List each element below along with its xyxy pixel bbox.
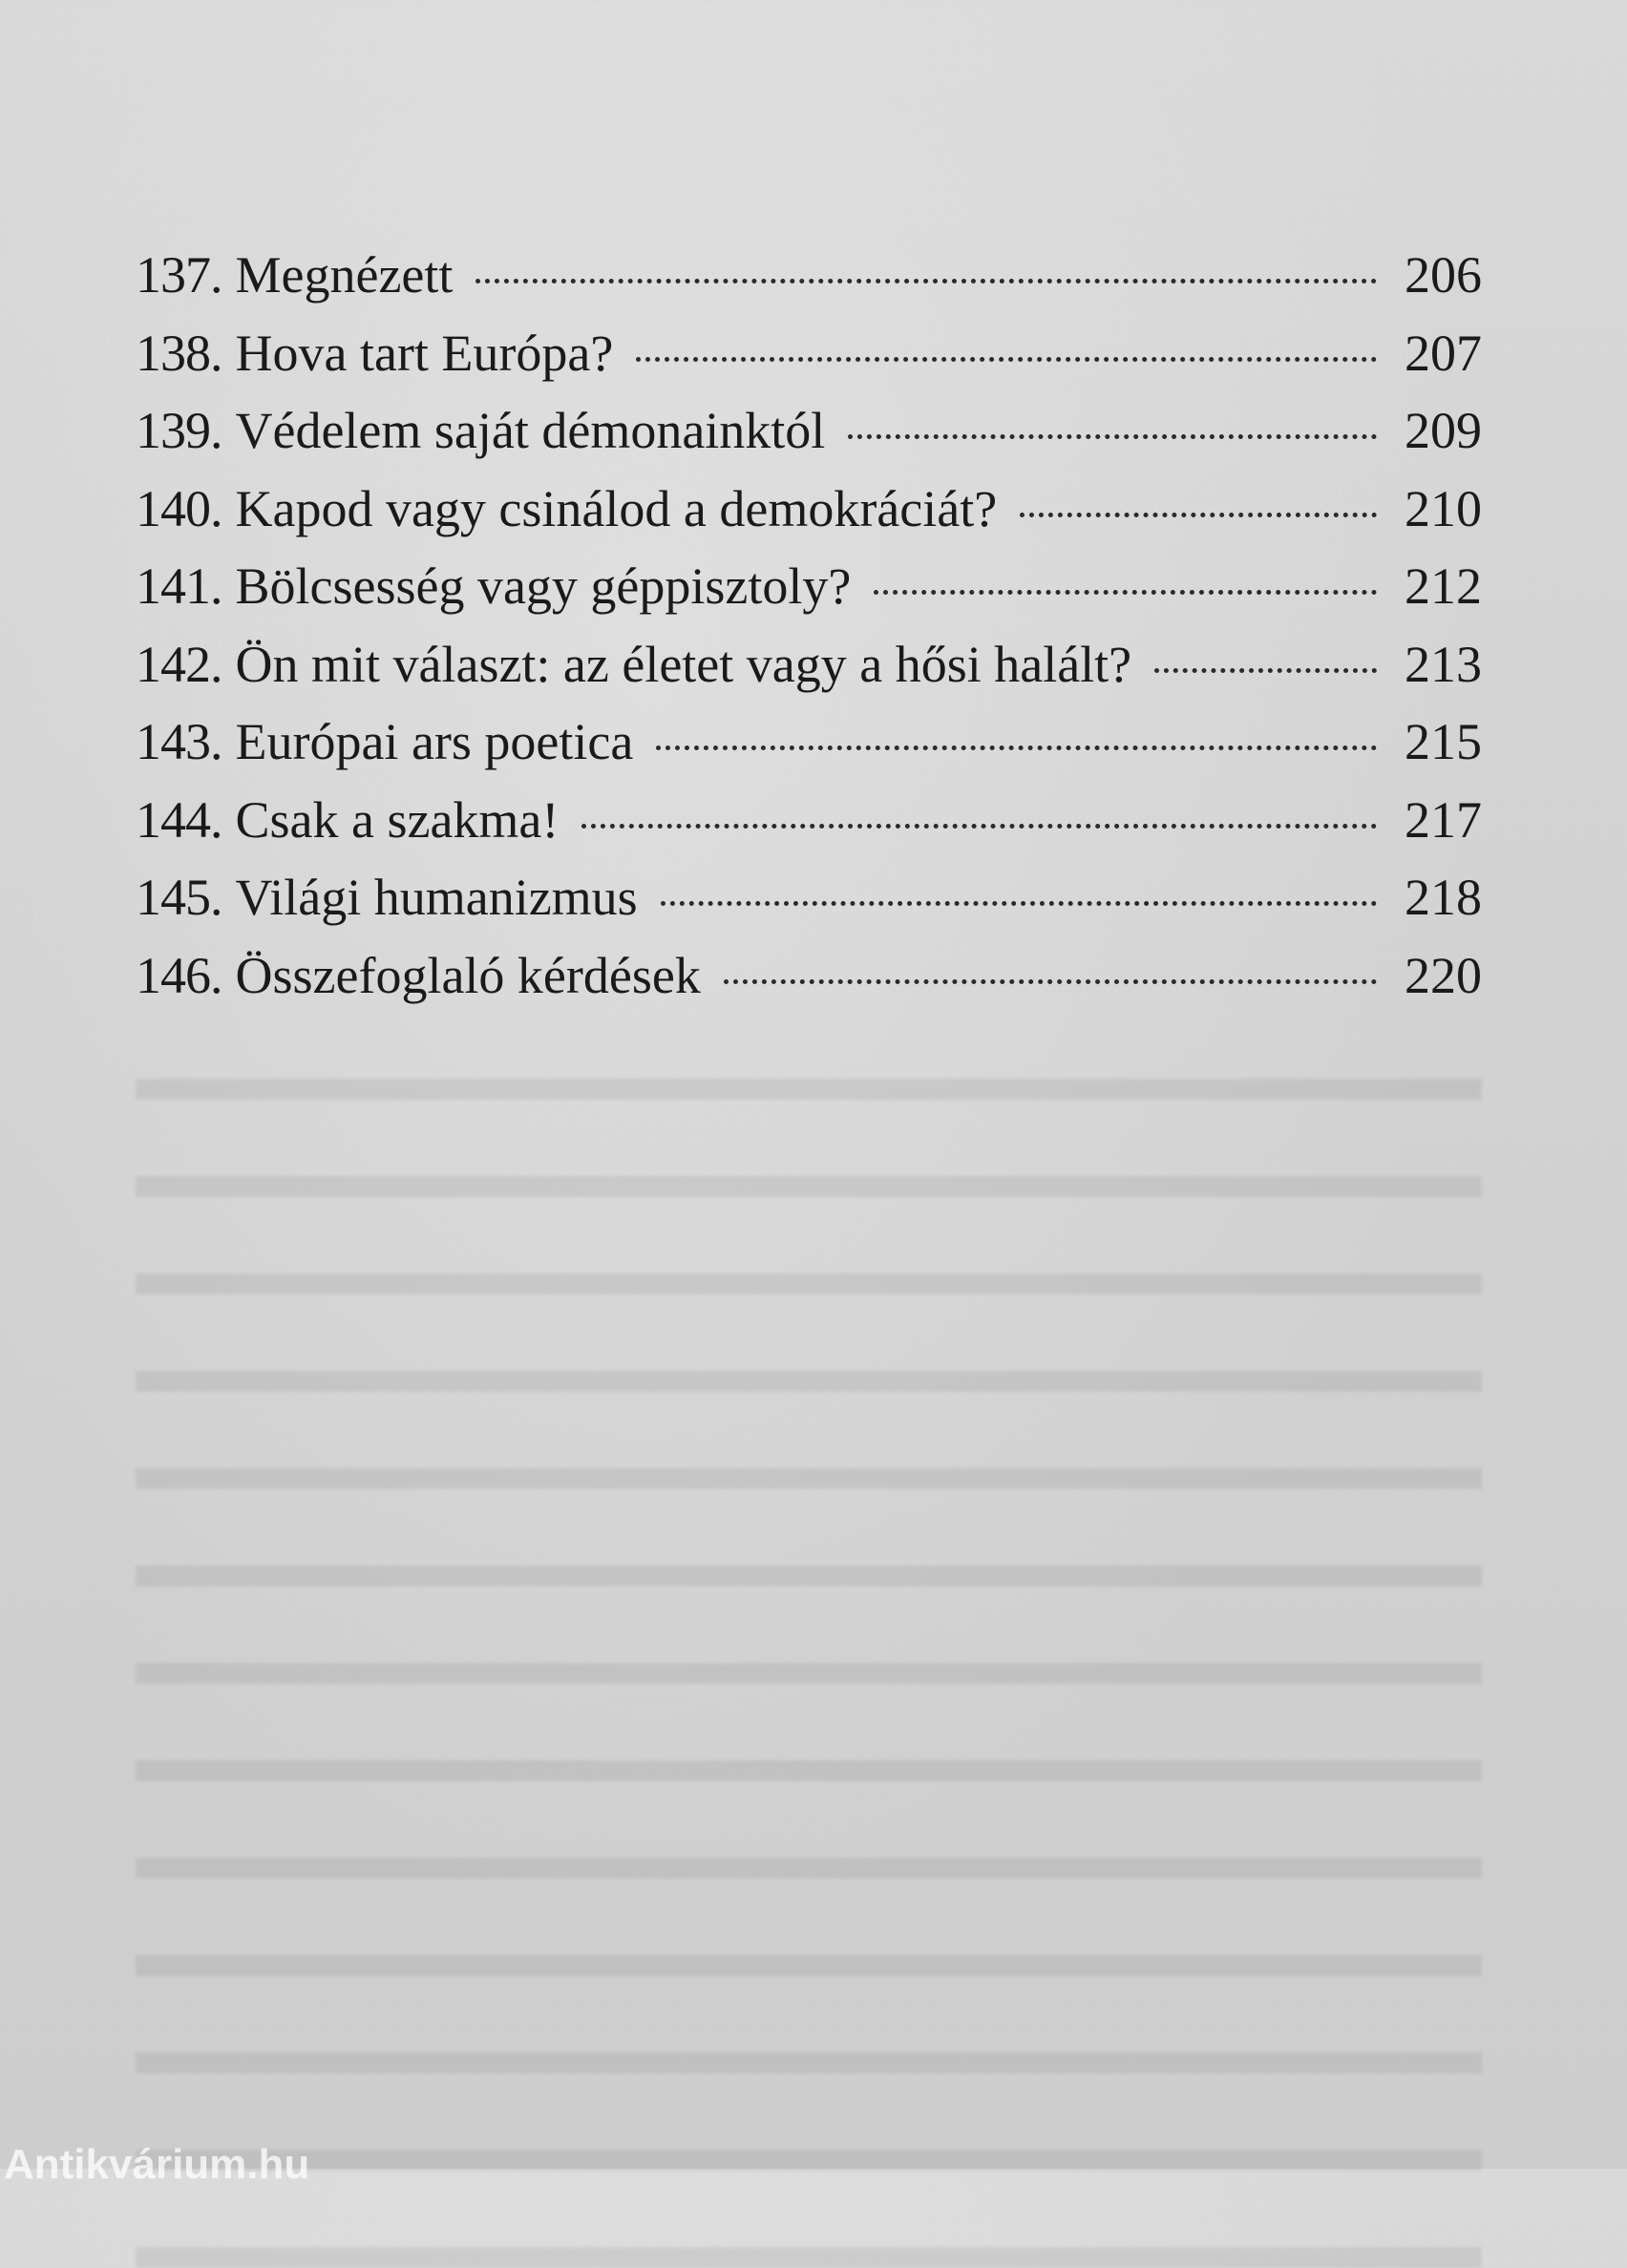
toc-entry xyxy=(136,237,1482,315)
toc-entry-title: Bölcsesség vagy géppisztoly? xyxy=(235,557,852,615)
dot-leader xyxy=(1154,668,1377,673)
toc-entry-page: 215 xyxy=(1405,713,1482,770)
toc-entry-page: 213 xyxy=(1405,635,1482,693)
toc-entry-number: 137. xyxy=(136,246,222,304)
dot-leader xyxy=(874,590,1377,595)
toc-entry-title: Ön mit választ: az életet vagy a hősi halált? xyxy=(235,635,1132,693)
toc-entry-number: 144. xyxy=(136,790,222,849)
toc-entry-title: Megnézett xyxy=(235,246,454,304)
toc-entry-number: 146. xyxy=(136,946,222,1004)
dot-leader xyxy=(636,357,1377,362)
toc-entry-title: Védelem saját démonainktól xyxy=(235,402,826,459)
dot-leader xyxy=(656,746,1377,750)
toc-entry xyxy=(136,392,1482,471)
toc-entry-page: 212 xyxy=(1405,557,1482,615)
toc-entry xyxy=(136,937,1482,1016)
toc-entry xyxy=(136,859,1482,937)
toc-entry xyxy=(136,782,1482,860)
toc-entry xyxy=(136,471,1482,549)
toc-entry-number: 139. xyxy=(136,402,222,459)
toc-entry-number: 145. xyxy=(136,869,222,926)
toc-entry-page: 207 xyxy=(1405,324,1482,382)
toc-entry-page: 220 xyxy=(1405,946,1482,1004)
toc-entry-title: Csak a szakma! xyxy=(235,790,560,849)
watermark: Antikvárium.hu xyxy=(4,2141,310,2188)
toc-entry-page: 217 xyxy=(1405,790,1482,849)
toc-entry-page: 206 xyxy=(1405,246,1482,304)
toc-entry-page: 218 xyxy=(1405,869,1482,926)
toc-entry-number: 141. xyxy=(136,557,222,615)
dot-leader xyxy=(1020,513,1377,517)
toc-entry-title: Összefoglaló kérdések xyxy=(235,946,701,1004)
toc-entry-number: 143. xyxy=(136,713,222,770)
toc-entry xyxy=(136,548,1482,626)
toc-entry-page: 210 xyxy=(1405,479,1482,537)
table-of-contents xyxy=(136,237,1482,1015)
dot-leader xyxy=(848,434,1377,439)
dot-leader xyxy=(581,824,1377,829)
toc-entry-page: 209 xyxy=(1405,402,1482,459)
toc-entry-number: 138. xyxy=(136,324,222,382)
toc-entry-title: Kapod vagy csinálod a demokráciát? xyxy=(235,479,998,537)
toc-entry-number: 140. xyxy=(136,479,222,537)
toc-entry-title: Világi humanizmus xyxy=(235,869,638,926)
dot-leader xyxy=(661,901,1377,906)
dot-leader xyxy=(724,979,1377,984)
toc-entry xyxy=(136,315,1482,393)
bleed-through xyxy=(136,1002,1482,2268)
toc-entry xyxy=(136,704,1482,782)
toc-entry-title: Hova tart Európa? xyxy=(235,324,614,382)
dot-leader xyxy=(475,279,1377,284)
toc-entry-number: 142. xyxy=(136,635,222,693)
toc-entry-title: Európai ars poetica xyxy=(235,713,634,770)
toc-entry xyxy=(136,626,1482,704)
